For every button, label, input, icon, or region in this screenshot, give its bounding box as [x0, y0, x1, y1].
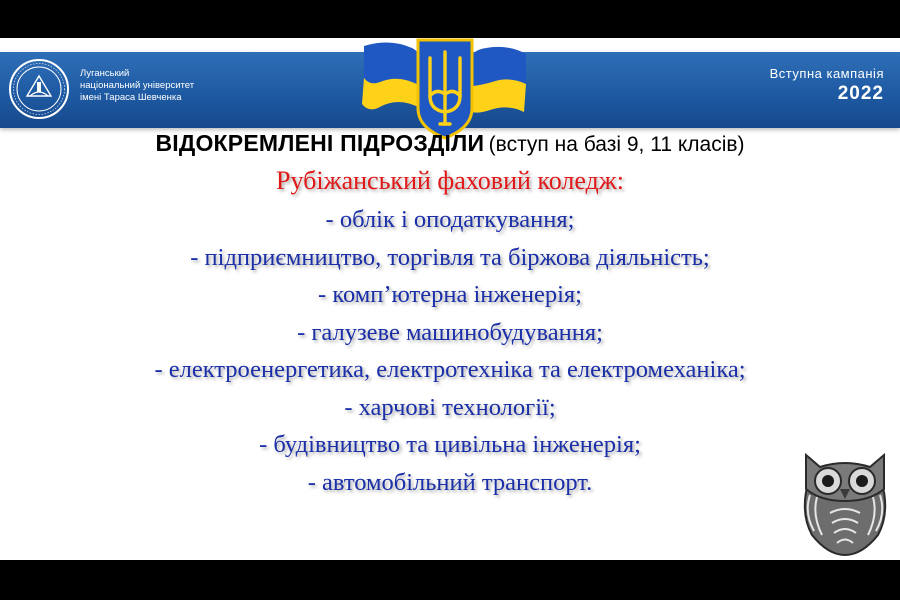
campaign-label: Вступна кампанія — [769, 66, 884, 81]
owl-mascot-icon — [790, 443, 900, 558]
page-title-sub: (вступ на базі 9, 11 класів) — [488, 133, 745, 156]
presentation-slide — [0, 38, 900, 560]
university-name-line: імені Тараса Шевченка — [80, 92, 182, 103]
list-item: - електроенергетика, електротехніка та електромеханіка; — [154, 356, 746, 383]
university-name — [80, 68, 194, 104]
list-item: - облік і оподаткування; — [325, 206, 575, 233]
list-item: - харчові технології; — [344, 393, 556, 421]
university-name-line: Луганський — [80, 68, 130, 79]
trident-emblem-icon — [360, 38, 530, 140]
list-item: - автомобільний транспорт. — [307, 468, 593, 496]
specialty-list — [0, 201, 900, 501]
page-title-main: ВІДОКРЕМЛЕНІ ПІДРОЗДІЛИ — [155, 130, 485, 156]
admission-campaign — [770, 66, 884, 105]
college-name: Рубіжанський фаховий коледж: — [276, 166, 624, 195]
list-item: - будівництво та цивільна інженерія; — [259, 431, 641, 458]
list-item: - комп’ютерна інженерія; — [318, 281, 582, 308]
list-item: - галузеве машинобудування; — [297, 318, 603, 346]
university-seal-icon — [8, 58, 70, 120]
page-title — [0, 130, 900, 157]
university-name-line: національний університет — [80, 80, 195, 91]
list-item: - підприємництво, торгівля та біржова діяльність; — [190, 243, 710, 271]
campaign-year: 2022 — [837, 83, 884, 104]
